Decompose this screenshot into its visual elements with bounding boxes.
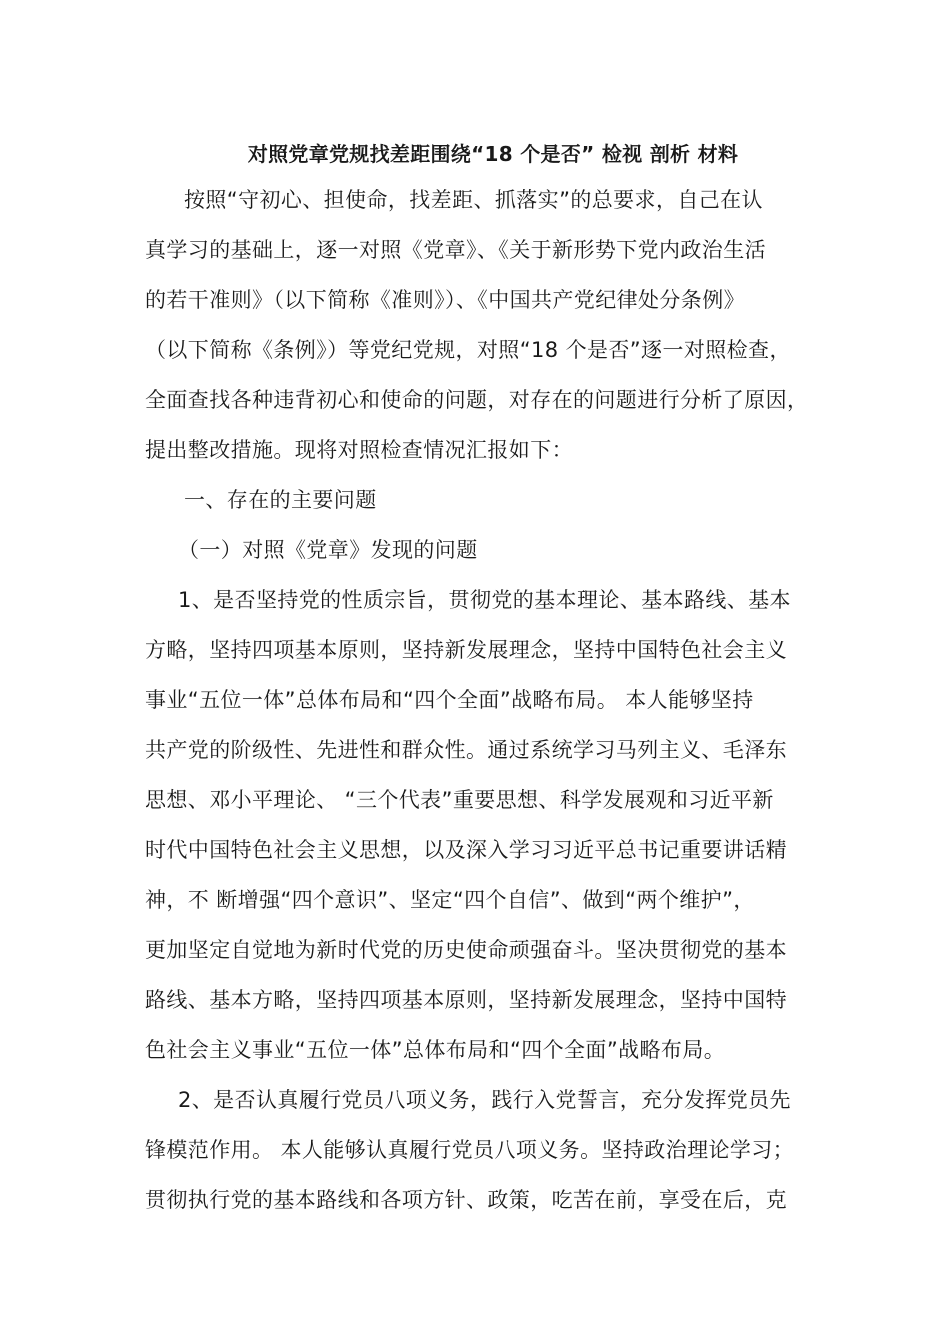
subsection-heading: （一）对照《党章》发现的问题 [178,538,478,562]
paragraph-line: 共产党的阶级性、先进性和群众性。通过系统学习马列主义、毛泽东 [145,738,787,762]
paragraph-line: 2、是否认真履行党员八项义务，践行入党誓言，充分发挥党员先 [178,1088,791,1112]
paragraph-line: 路线、基本方略，坚持四项基本原则，坚持新发展理念，坚持中国特 [145,988,787,1012]
paragraph-line: 更加坚定自觉地为新时代党的历史使命顽强奋斗。坚决贯彻党的基本 [145,938,787,962]
paragraph-line: 神，不 断增强“四个意识”、坚定“四个自信”、做到“两个维护”， [145,888,755,912]
paragraph-line: 时代中国特色社会主义思想，以及深入学习习近平总书记重要讲话精 [145,838,787,862]
paragraph-line: 按照“守初心、担使命，找差距、抓落实”的总要求，自己在认 [184,188,763,212]
paragraph-line: 的若干准则》（以下简称《准则》）、《中国共产党纪律处分条例》 [145,288,745,312]
paragraph-line: 全面查找各种违背初心和使命的问题，对存在的问题进行分析了原因， [145,388,809,412]
paragraph-line: 事业“五位一体”总体布局和“四个全面”战略布局。 本人能够坚持 [145,688,754,712]
paragraph-line: 提出整改措施。现将对照检查情况汇报如下： [145,438,573,462]
section-heading: 一、存在的主要问题 [184,488,377,512]
paragraph-line: （以下简称《条例》）等党纪党规，对照“18 个是否”逐一对照检查， [145,338,791,362]
paragraph-line: 色社会主义事业“五位一体”总体布局和“四个全面”战略布局。 [145,1038,726,1062]
paragraph-line: 真学习的基础上，逐一对照《党章》、《关于新形势下党内政治生活 [145,238,766,262]
paragraph-line: 1、是否坚持党的性质宗旨，贯彻党的基本理论、基本路线、基本 [178,588,791,612]
document-title: 对照党章党规找差距围绕“18 个是否” 检视 剖析 材料 [247,142,739,166]
paragraph-line: 锋模范作用。 本人能够认真履行党员八项义务。坚持政治理论学习； [145,1138,795,1162]
paragraph-line: 思想、邓小平理论、 “三个代表”重要思想、科学发展观和习近平新 [145,788,774,812]
paragraph-line: 方略，坚持四项基本原则，坚持新发展理念，坚持中国特色社会主义 [145,638,787,662]
paragraph-line: 贯彻执行党的基本路线和各项方针、政策，吃苦在前，享受在后，克 [145,1188,787,1212]
